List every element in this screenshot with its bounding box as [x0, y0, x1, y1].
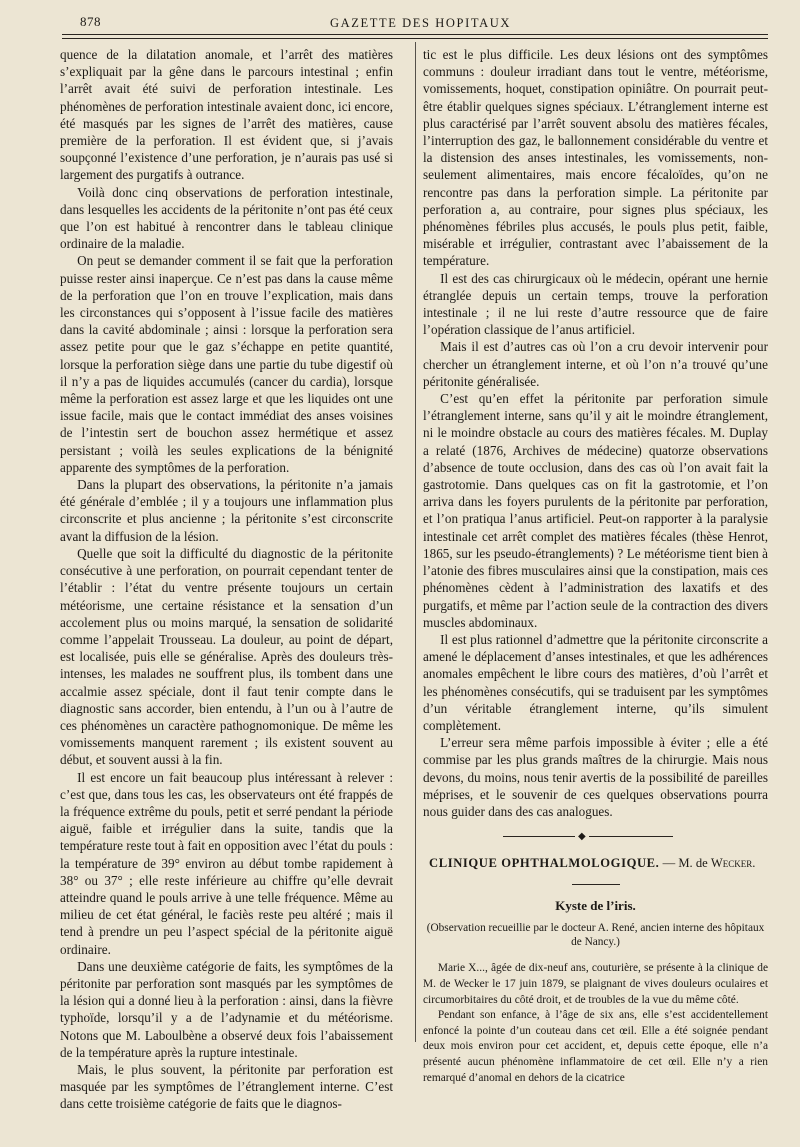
section-header: [429, 855, 768, 872]
paragraph: C’est qu’en effet la péritonite par perforation simule l’étranglement interne, sans qu’il y ait le moindre étranglement, ni le moindre obstacle au cours des matières fécales. M. Duplay a relaté (1876, Archives de médecine) quatorze observations d’absence de toute occlusion, dans des cas où l’on avait fait la gastrotomie. Dans quelques cas on fit la gastrotomie, et l’on arriva dans les foyers purulents de la péritonite par perforation, et l’on pratiqua l’anus artificiel. Peut-on rapporter à la paralysie intestinale cet arrêt complet des matières fécales (thèse Henrot, 1865, sur les pseudo-étranglements) ? Le météorisme tient bien à l’atonie des fibres musculaires ainsi que la constipation, mais ces phénomènes cèdent à l’administration des laxatifs et des purgatifs, et même par l’action seule de la contraction des divers muscles abdominaux.: [423, 391, 768, 630]
section-heading: CLINIQUE OPHTHALMOLOGIQUE.: [429, 856, 660, 871]
paragraph: L’erreur sera même parfois impossible à éviter ; elle a été commise par les plus grands maîtres de la chirurgie. Mais nous devons, du moins, nous tenir avertis de la possibilité de pareilles méprises, et le souvenir de ces quelques observations pourra nous guider dans des cas analogues.: [423, 735, 768, 819]
paragraph: Il est plus rationnel d’admettre que la péritonite circonscrite a amené le déplacement d’anses intestinales, et que les adhérences anomales empêchent le libre cours des matières, d’où l’arrêt et les phénomènes consécutifs, qui se traduisent par les symptômes d’un véritable étranglement interne, qu’ils simulent complètement.: [423, 631, 768, 733]
page-number: 878: [80, 14, 101, 29]
section-separator: [503, 832, 673, 841]
right-column: [423, 46, 768, 1086]
paragraph: Voilà donc cinq observations de perforation intestinale, dans lesquelles les accidents de la péritonite n’ont pas été ceux que l’on est habitué à rencontrer dans le tableau clinique ordinaire de la maladie.: [60, 184, 393, 252]
paragraph: Mais, le plus souvent, la péritonite par perforation est masquée par les symptômes de l’étranglement interne. C’est dans cette troisième catégorie de faits que le diagnos-: [60, 1061, 393, 1112]
paragraph: Dans une deuxième catégorie de faits, les symptômes de la péritonite par perforation sont masqués par les symptômes de la lésion qui a donné lieu à la perforation : ainsi, dans la fièvre typhoïde, lorsqu’il y a de l’adynamie et du météorisme. Notons que M. Laboulbène a observé deux fois l’abaissement de la température après la rupture intestinale.: [60, 958, 393, 1060]
paragraph: tic est le plus difficile. Les deux lésions ont des symptômes communs : douleur irradiant dans tout le ventre, météorisme, vomissements, hoquet, constipation opiniâtre. On pourrait peut-être établir quelques signes spéciaux. L’étranglement interne est plus caractérisé par l’arrêt souvent absolu des matières fécales, l’interruption des gaz, le ballonnement considérable du ventre et la distension des anses intestinales, les vomissements, non-seulement alimentaires, mais encore fécaloïdes, qu’on ne rencontre pas dans la perforation simple. La péritonite par perforation a, au contraire, pour signes plus spéciaux, les phénomènes fébriles plus accusés, le pouls plus petit, faible, misérable et irrégulier, contrastant avec l’abaissement de la température.: [423, 47, 768, 269]
journal-title: GAZETTE DES HOPITAUX: [330, 16, 511, 30]
article-body: [423, 961, 768, 1086]
header-rule-double: [62, 38, 768, 39]
section-author: Wecker.: [710, 856, 756, 871]
paragraph: quence de la dilatation anomale, et l’arrêt des matières s’expliquait par la gêne dans le parcours intestinal ; enfin l’arrêt avait été suivi de perforation intestinale. Les phénomènes de perforation intestinale avaient donc, ici encore, été masqués par les signes de l’arrêt des matières, cause première de la perforation. Il est évident que, si j’avais soupçonné l’existence d’une perforation, je n’aurais pas usé si largement des purgatifs à outrance.: [60, 47, 393, 183]
paragraph: Il est des cas chirurgicaux où le médecin, opérant une hernie étranglée depuis un certain temps, trouve la perforation intestinale ; il ne lui reste d’autre ressource que de faire l’opération classique de l’anus artificiel.: [423, 270, 768, 338]
paragraph: On peut se demander comment il se fait que la perforation puisse rester ainsi inaperçue. Ce n’est pas dans la cause même de la perforation que l’on en trouve l’explication, mais dans les circonstances qui s’opposent à l’issue facile des matières dans la cavité abdominale ; ainsi : lorsque la perforation sera assez petite pour que le gaz s’échappe en petite quantité, lorsque la perforation siège dans une partie du tube digestif où il n’y a pas de liquides accumulés (cancer du cardia), lorsque même la perforation est assez large et que les liquides ont une issue facile, mais que le contact immédiat des anses voisines de l’intestin sert de bouchon assez hermétique et assez persistant ; voilà les seules explications de la bénignité apparente des symptômes de la perforation.: [60, 253, 393, 475]
paragraph: Il est encore un fait beaucoup plus intéressant à relever : c’est que, dans tous les cas, les observateurs ont été frappés de la fréquence extrême du pouls, petit et serré pendant la période aiguë, faible et irrégulier dans la suite, tandis que la température reste tout à fait en opposition avec l’état du pouls : la température de 39° environ au début tombe rapidement à 38° ou 37° ; elle reste inférieure au chiffre qu’elle devrait atteindre quand le pouls arrive à une telle fréquence. Même au milieu de cet état général, le faciès reste peu altéré ; mais il tend à prendre un peu l’aspect spécial de la péritonite aiguë ordinaire.: [60, 769, 393, 957]
article-subtitle: (Observation recueillie par le docteur A. René, ancien interne des hôpitaux de Nancy.): [426, 921, 765, 948]
paragraph: Mais il est d’autres cas où l’on a cru devoir intervenir pour chercher un étranglement interne, et où l’on n’a trouvé qu’une péritonite généralisée.: [423, 339, 768, 389]
left-column: [60, 46, 393, 1113]
article-title: Kyste de l’iris.: [555, 898, 636, 914]
short-rule: [572, 884, 620, 885]
column-divider: [415, 42, 416, 1042]
paragraph: Marie X..., âgée de dix-neuf ans, couturière, se présente à la clinique de M. de Wecker le 17 juin 1879, se plaignant de vives douleurs oculaires et circumorbitaires du côté droit, et de troubles de la vue du même côté.: [423, 962, 768, 1006]
header-rule: [62, 34, 768, 35]
paragraph: Dans la plupart des observations, la péritonite n’a jamais été générale d’emblée ; il y a toujours une inflammation plus circonscrite et plus ancienne ; la péritonite s’est circonscrite avant la diffusion de la lésion.: [60, 477, 393, 544]
paragraph: Quelle que soit la difficulté du diagnostic de la péritonite consécutive à une perforation, on pourrait cependant tenter de l’établir : l’état du ventre présente toujours un certain météorisme, une certaine résistance et la sensation d’un accolement plus ou moins marqué, la sensation de solidarité comme l’appelait Trousseau. La douleur, au point de départ, est localisée, puis elle se généralise. Après des douleurs très-intenses, les malades ne souffrent plus, ils tombent dans une accalmie assez spéciale, dont il faut tenir compte dans le diagnostic sans accorder, bien entendu, à l’un ou à l’autre de ces phénomènes un caractère pathognomonique. De même les vomissements manquent rarement ; ils existent souvent au début, et souvent aussi à la fin.: [60, 545, 393, 768]
separator-ornament: ◆: [575, 831, 589, 842]
section-author-prefix: — M. de: [662, 856, 708, 871]
paragraph: Pendant son enfance, à l’âge de six ans, elle s’est accidentellement enfoncé la pointe d’un couteau dans cet œil. Elle a été soignée pendant deux mois environ pour cet accident, et, depuis cette époque, elle n’a présenté aucun phénomène inflammatoire de cet œil. Elle n’y a rien remarqué d’anomal en dehors de la cicatrice: [423, 1009, 768, 1084]
